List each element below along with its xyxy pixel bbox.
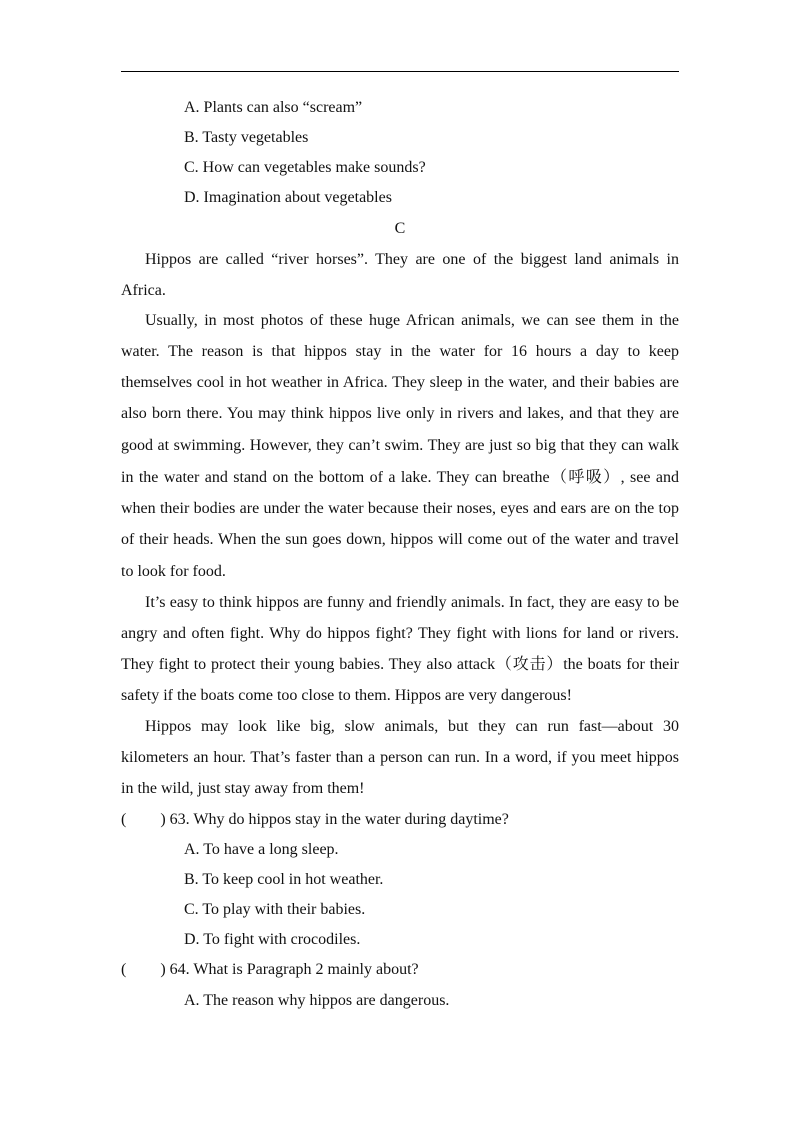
prev-option-c: C. How can vegetables make sounds? <box>184 159 426 176</box>
passage-line: when their bodies are under the water because their noses, eyes and ears are on the top <box>121 500 679 517</box>
passage-line: also born there. You may think hippos live only in rivers and lakes, and that they are <box>121 405 679 422</box>
passage-line: angry and often fight. Why do hippos fight? They fight with lions for land or rivers. <box>121 625 679 642</box>
prev-option-b: B. Tasty vegetables <box>184 129 309 146</box>
prev-option-a: A. Plants can also “scream” <box>184 99 363 116</box>
question-text: 64. What is Paragraph 2 mainly about? <box>169 961 419 978</box>
passage-line: water. The reason is that hippos stay in the water for 16 hours a day to keep <box>121 343 679 360</box>
passage-line: in the wild, just stay away from them! <box>121 780 365 797</box>
passage-line: in the water and stand on the bottom of a lake. They can breathe（呼吸）, see and <box>121 469 679 486</box>
option-b: B. To keep cool in hot weather. <box>184 871 384 888</box>
option-d: D. To fight with crocodiles. <box>184 931 361 948</box>
passage-line: Hippos are called “river horses”. They are one of the biggest land animals in <box>145 251 679 268</box>
passage-line: Usually, in most photos of these huge African animals, we can see them in the <box>145 312 679 329</box>
option-a: A. The reason why hippos are dangerous. <box>184 992 450 1009</box>
option-c: C. To play with their babies. <box>184 901 366 918</box>
passage-line: They fight to protect their young babies. They also attack（攻击）the boats for their <box>121 656 679 673</box>
passage-line: of their heads. When the sun goes down, hippos will come out of the water and travel <box>121 531 679 548</box>
prev-option-d: D. Imagination about vegetables <box>184 189 392 206</box>
option-a: A. To have a long sleep. <box>184 841 339 858</box>
answer-paren-open: ( <box>121 961 127 978</box>
passage-line: good at swimming. However, they can’t swim. They are just so big that they can walk <box>121 437 679 454</box>
passage-line: kilometers an hour. That’s faster than a person can run. In a word, if you meet hippos <box>121 749 679 766</box>
question-63 <box>121 810 509 830</box>
passage-line: Hippos may look like big, slow animals, but they can run fast—about 30 <box>145 718 679 735</box>
passage-line: It’s easy to think hippos are funny and friendly animals. In fact, they are easy to be <box>145 594 679 611</box>
answer-paren-close: ) <box>160 961 166 978</box>
question-64 <box>121 960 419 980</box>
question-text: 63. Why do hippos stay in the water during daytime? <box>169 811 509 828</box>
passage-line: Africa. <box>121 282 166 299</box>
answer-paren-close: ) <box>160 811 166 828</box>
answer-paren-open: ( <box>121 811 127 828</box>
passage-line: to look for food. <box>121 563 226 580</box>
section-heading: C <box>394 220 406 237</box>
header-rule <box>121 71 679 72</box>
passage-line: themselves cool in hot weather in Africa. They sleep in the water, and their babies are <box>121 374 679 391</box>
passage-line: safety if the boats come too close to them. Hippos are very dangerous! <box>121 687 572 704</box>
